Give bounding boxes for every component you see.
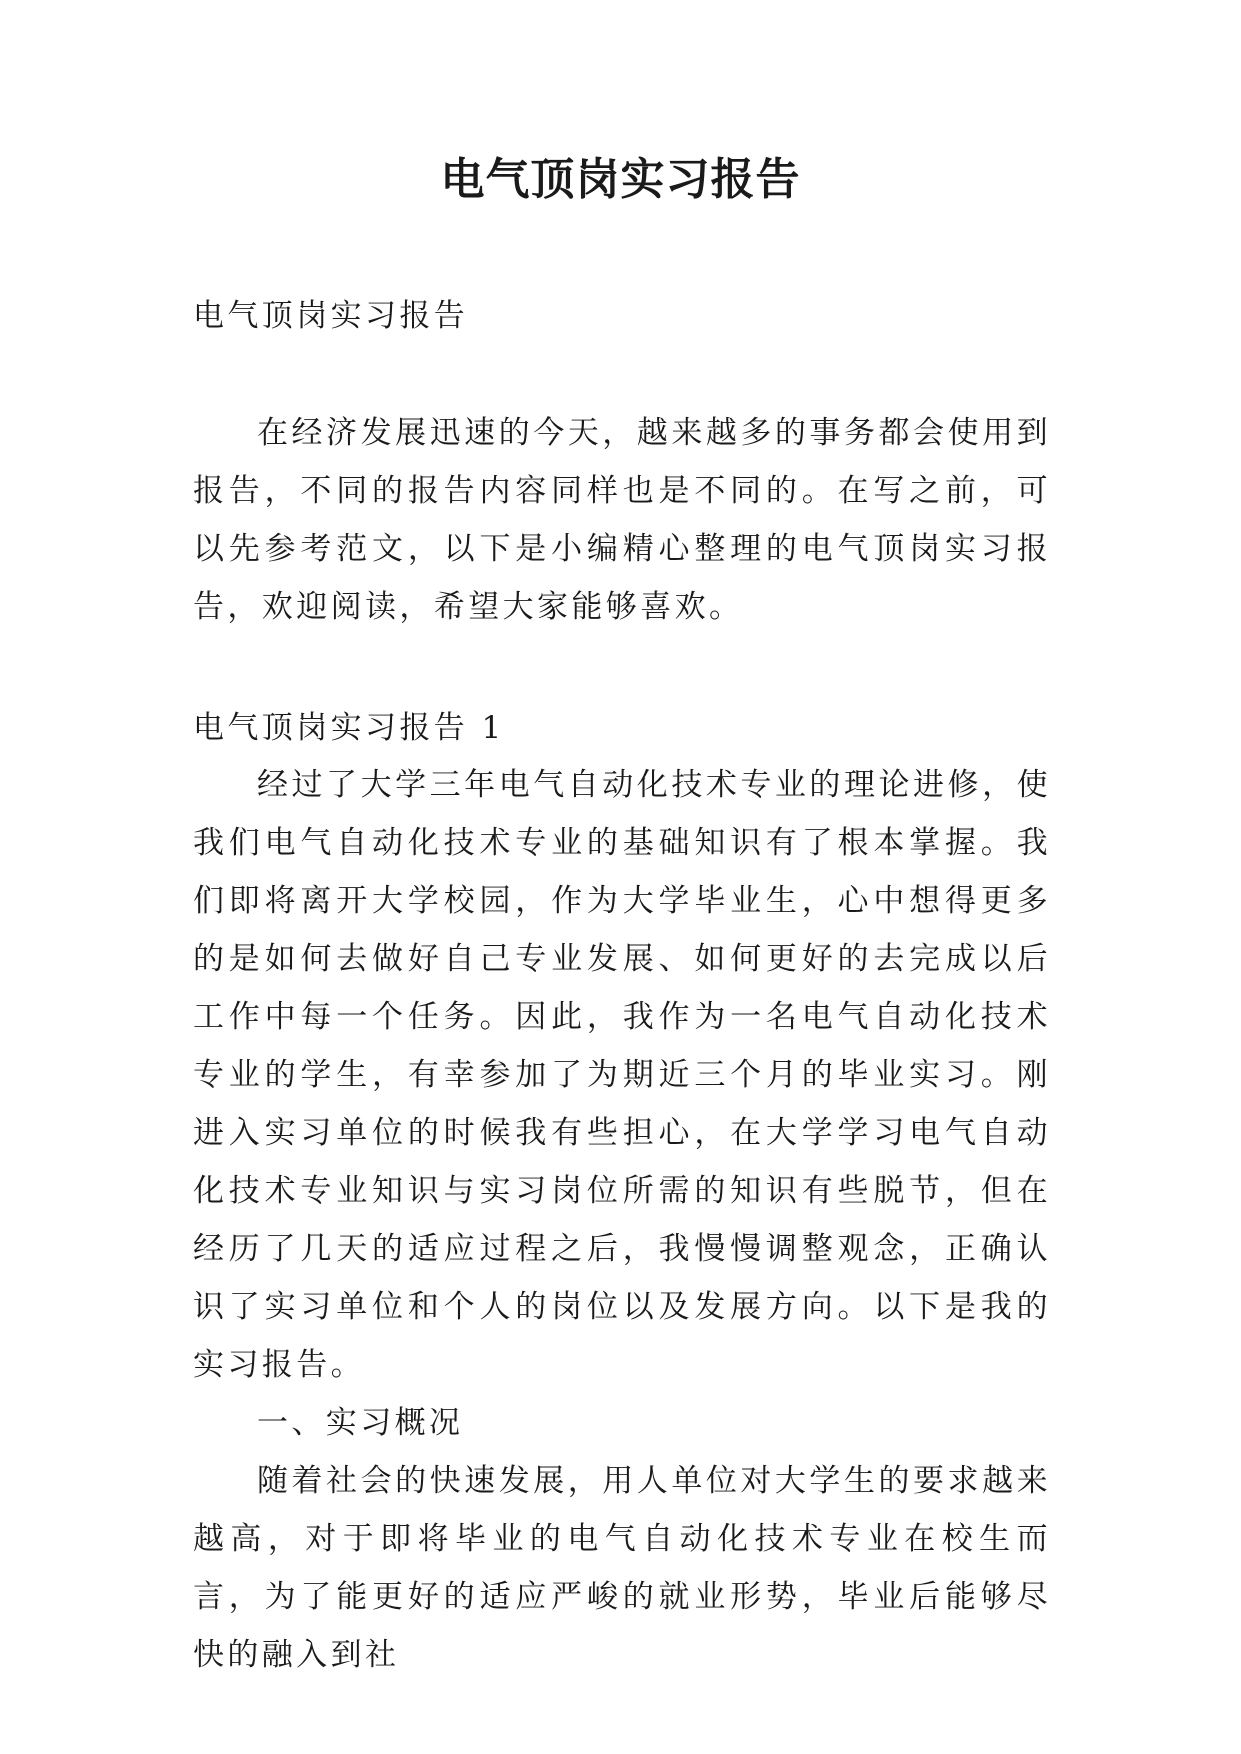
section-body [193, 756, 1051, 1684]
section-subheading: 一、实习概况 [257, 1405, 464, 1441]
section-paragraph-1: 经过了大学三年电气自动化技术专业的理论进修，使我们电气自动化技术专业的基础知识有了根本掌握。我们即将离开大学校园，作为大学毕业生，心中想得更多的是如何去做好自己专业发展、如何更好的去完成以后工作中每一个任务。因此，我作为一名电气自动化技术专业的学生，有幸参加了为期近三个月的毕业实习。刚进入实习单位的时候我有些担心，在大学学习电气自动化技术专业知识与实习岗位所需的知识有些脱节，但在经历了几天的适应过程之后，我慢慢调整观念，正确认识了实习单位和个人的岗位以及发展方向。以下是我的实习报告。 [193, 767, 1051, 1383]
intro-paragraph: 在经济发展迅速的今天，越来越多的事务都会使用到报告，不同的报告内容同样也是不同的。在写之前，可以先参考范文，以下是小编精心整理的电气顶岗实习报告，欢迎阅读，希望大家能够喜欢。 [193, 415, 1051, 625]
document-title: 电气顶岗实习报告 [440, 154, 801, 205]
document-subtitle: 电气顶岗实习报告 [193, 298, 469, 334]
section-paragraph-2: 随着社会的快速发展，用人单位对大学生的要求越来越高，对于即将毕业的电气自动化技术专业在校生而言，为了能更好的适应严峻的就业形势，毕业后能够尽快的融入到社 [193, 1463, 1051, 1673]
section-heading: 电气顶岗实习报告 1 [193, 710, 505, 746]
